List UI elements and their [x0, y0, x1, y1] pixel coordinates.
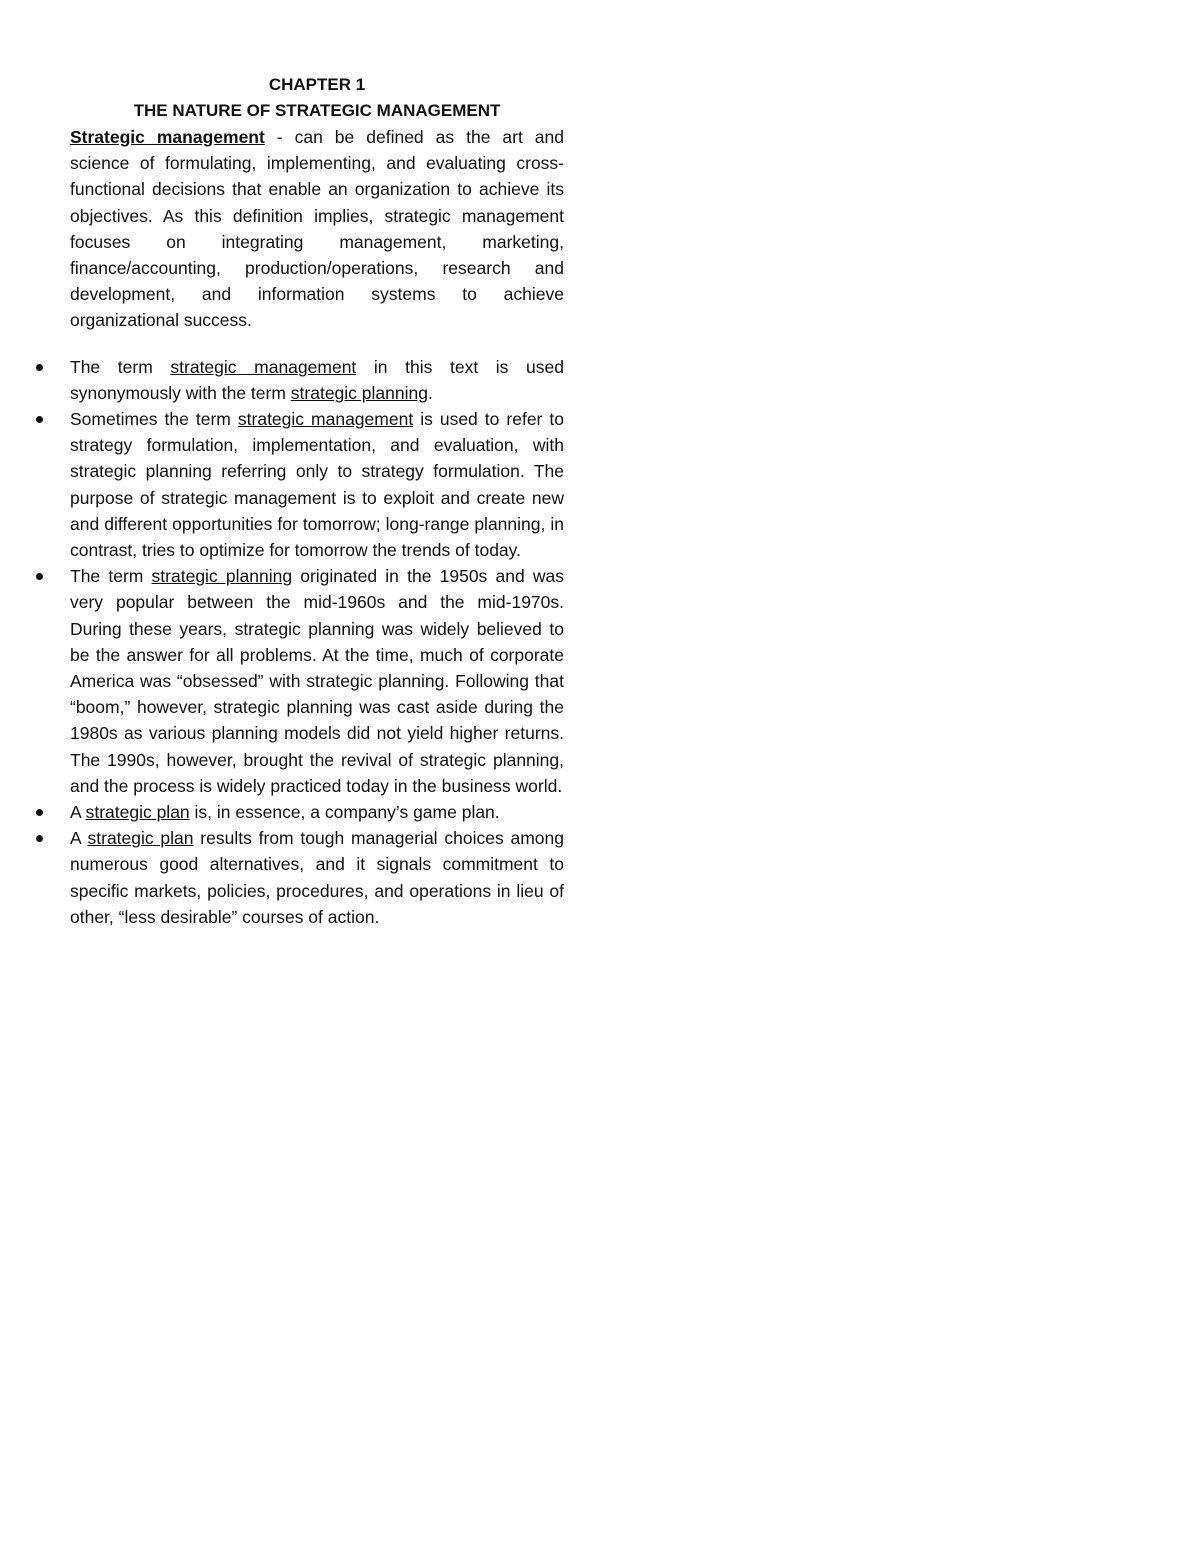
- underlined-term: strategic plan: [85, 802, 190, 823]
- list-item: [70, 799, 564, 825]
- underlined-term: strategic planning: [151, 566, 293, 587]
- list-item: [70, 825, 564, 930]
- bullet-text: is used to refer to strategy formulation, implementation, and evaluation, with strategic planning referring only to strategy formulation. The purpose of strategic management is to exploit and create new and different opportunities for tomorrow; long-range planning, in contrast, tries to optimize for tomorrow the trends of today.: [70, 409, 564, 561]
- bullet-text: .: [427, 382, 433, 403]
- underlined-term: strategic management: [170, 356, 357, 377]
- bullet-text: A: [70, 802, 86, 823]
- underlined-term: strategic planning: [290, 382, 428, 403]
- definition-paragraph: [70, 124, 564, 334]
- bullet-text: A: [70, 828, 88, 849]
- bullet-text: The term: [70, 566, 152, 587]
- bullet-text: Sometimes the term: [70, 409, 238, 430]
- bullet-text: The term: [70, 356, 171, 377]
- defined-term: Strategic management: [70, 127, 265, 147]
- definition-text: - can be defined as the art and science of formulating, implementing, and evaluating cross-functional decisions that enable an organization to achieve its objectives. As this definition implies, strategic management focuses on integrating management, marketing, finance/accounting, production/operations, research and development, and information systems to achieve organizational success.: [70, 127, 565, 331]
- list-item: [70, 406, 564, 563]
- chapter-number: CHAPTER 1: [268, 75, 366, 94]
- list-item: [70, 563, 564, 799]
- chapter-title: THE NATURE OF STRATEGIC MANAGEMENT: [133, 101, 501, 120]
- underlined-term: strategic management: [237, 409, 414, 430]
- underlined-term: strategic plan: [87, 828, 194, 849]
- bullet-text: originated in the 1950s and was very popular between the mid-1960s and the mid-1970s. During these years, strategic planning was widely believed to be the answer for all problems. At the time, much of corporate America was “obsessed” with strategic planning. Following that “boom,” however, strategic planning was cast aside during the 1980s as various planning models did not yield higher returns. The 1990s, however, brought the revival of strategic planning, and the process is widely practiced today in the business world.: [70, 566, 564, 796]
- bullet-text: is, in essence, a company’s game plan.: [189, 802, 500, 823]
- bullet-list: [70, 354, 564, 930]
- bullet-text: results from tough managerial choices among numerous good alternatives, and it signals commitment to specific markets, policies, procedures, and operations in lieu of other, “less desirable” courses of action.: [70, 828, 564, 927]
- bullet-text: in this text is used synonymously with the term: [70, 356, 564, 403]
- list-item: [70, 354, 564, 406]
- document-page: [70, 72, 564, 930]
